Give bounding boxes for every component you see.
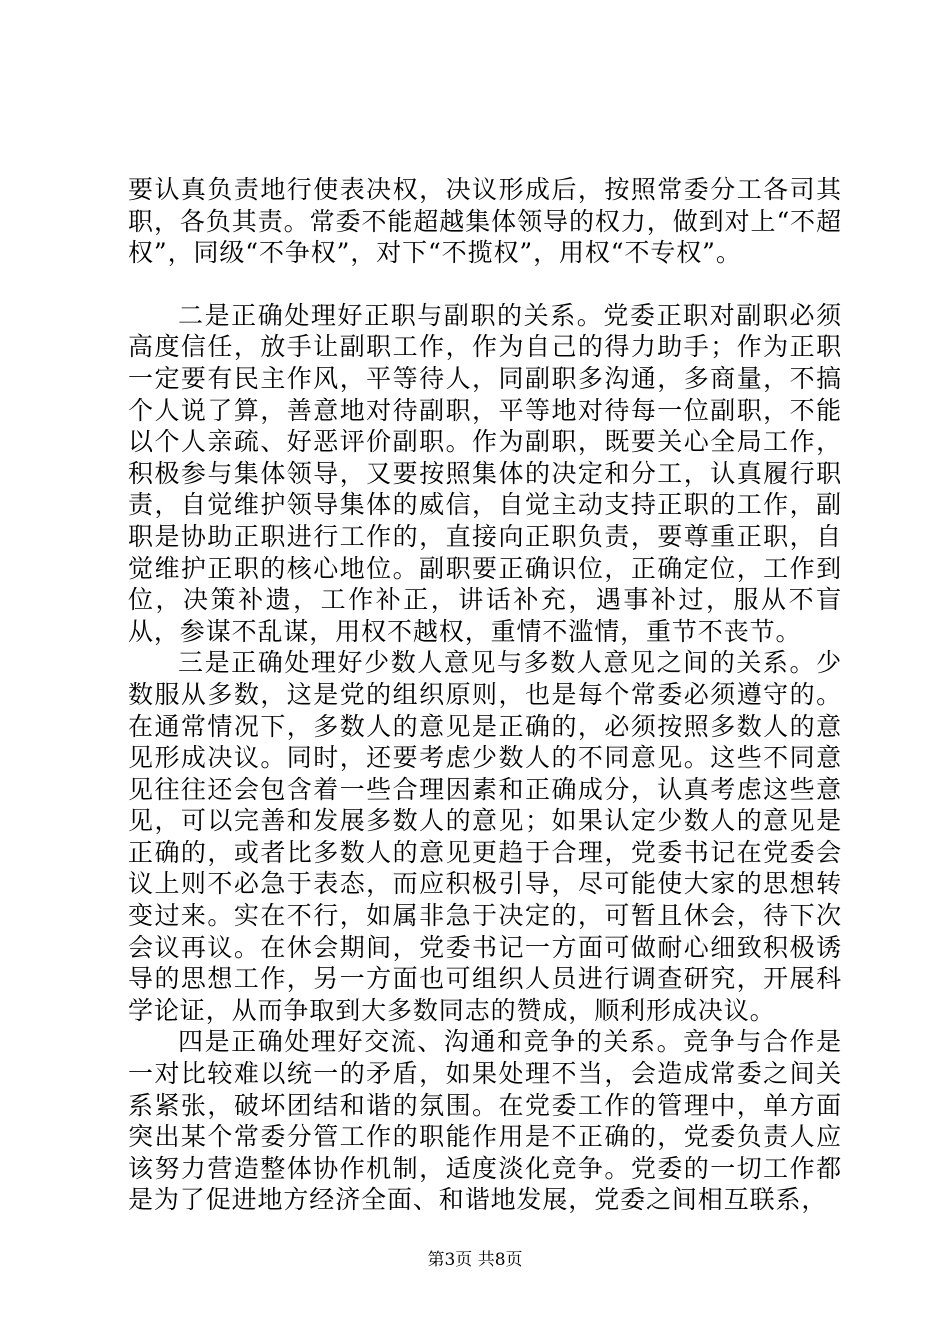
page-number-footer: 第3页 共8页 <box>427 1250 523 1270</box>
paragraph-continuation: 要认真负责地行使表决权，决议形成后，按照常委分工各司其职，各负其责。常委不能超越集体领导的权力，做到对上“不超权”，同级“不争权”，对下“不揽权”，用权“不专权”。 <box>128 175 842 268</box>
paragraph-point-three: 三是正确处理好少数人意见与多数人意见之间的关系。少数服从多数，这是党的组织原则，也是每个常委必须遵守的。在通常情况下，多数人的意见是正确的，必须按照多数人的意见形成决议。同时，还要考虑少数人的不同意见。这些不同意见往往还会包含着一些合理因素和正确成分，认真考虑这些意见，可以完善和发展多数人的意见；如果认定少数人的意见是正确的，或者比多数人的意见更趋于合理，党委书记在党委会议上则不必急于表态，而应积极引导，尽可能使大家的思想转变过来。实在不行，如属非急于决定的，可暂且休会，待下次会议再议。在休会期间，党委书记一方面可做耐心细致积极诱导的思想工作，另一方面也可组织人员进行调查研究，开展科学论证，从而争取到大多数同志的赞成，顺利形成决议。 <box>128 648 842 1025</box>
document-body <box>128 174 842 1216</box>
paragraph-point-two: 二是正确处理好正职与副职的关系。党委正职对副职必须高度信任，放手让副职工作，作为自己的得力助手；作为正职一定要有民主作风，平等待人，同副职多沟通，多商量，不搞个人说了算，善意地对待副职，平等地对待每一位副职，不能以个人亲疏、好恶评价副职。作为副职，既要关心全局工作，积极参与集体领导，又要按照集体的决定和分工，认真履行职责，自觉维护领导集体的威信，自觉主动支持正职的工作，副职是协助正职进行工作的，直接向正职负责，要尊重正职，自觉维护正职的核心地位。副职要正确识位，正确定位，工作到位，决策补遗，工作补正，讲话补充，遇事补过，服从不盲从，参谋不乱谋，用权不越权，重情不滥情，重节不丧节。 <box>128 300 842 646</box>
paragraph-point-four: 四是正确处理好交流、沟通和竞争的关系。竞争与合作是一对比较难以统一的矛盾，如果处理不当，会造成常委之间关系紧张，破坏团结和谐的氛围。在党委工作的管理中，单方面突出某个常委分管工作的职能作用是不正确的，党委负责人应该努力营造整体协作机制，适度淡化竞争。党委的一切工作都是为了促进地方经济全面、和谐地发展，党委之间相互联系， <box>128 1027 842 1215</box>
